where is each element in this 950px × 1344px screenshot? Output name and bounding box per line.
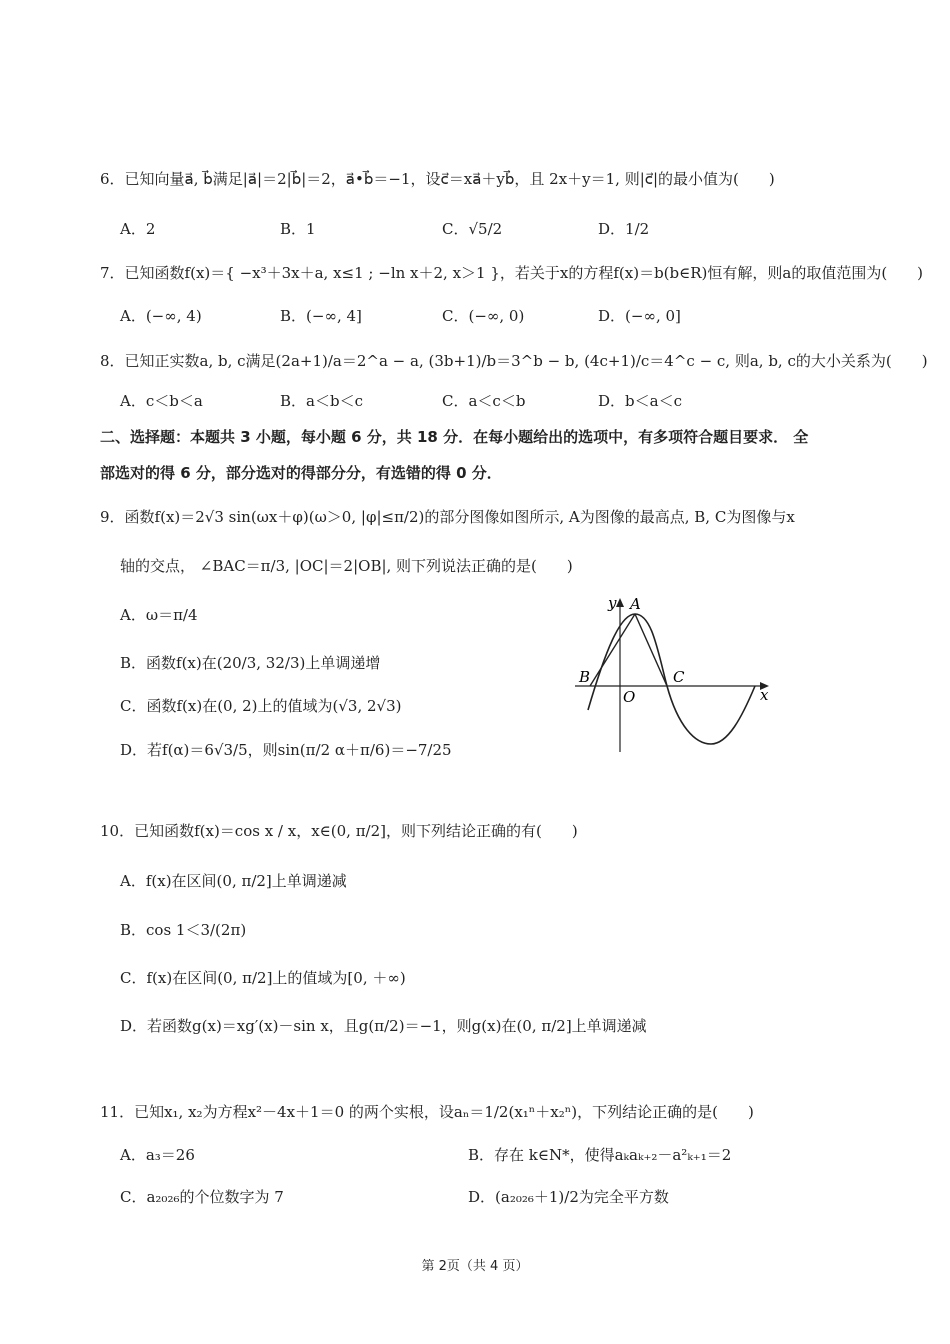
q11-option-c: C．a₂₀₂₆的个位数字为 7 xyxy=(120,1188,284,1206)
q7-option-a: A．(−∞, 4) xyxy=(120,307,202,325)
q11-option-b: B．存在 k∈N*，使得aₖaₖ₊₂－a²ₖ₊₁＝2 xyxy=(468,1146,732,1164)
q7-option-d: D．(−∞, 0] xyxy=(598,307,681,325)
q9-option-c: C．函数f(x)在(0, 2)上的值域为(√3, 2√3) xyxy=(120,697,402,715)
q8-option-b: B．a＜b＜c xyxy=(280,392,363,410)
q6-option-a: A．2 xyxy=(120,220,156,238)
q8-option-d: D．b＜a＜c xyxy=(598,392,682,410)
q6-option-c: C．√5/2 xyxy=(442,220,503,238)
q6-option-d: D．1/2 xyxy=(598,220,650,238)
page-footer: 第 2页（共 4 页） xyxy=(421,1259,529,1274)
question-9-line1: 9．函数f(x)＝2√3 sin(ωx＋φ)(ω＞0, |φ|≤π/2)的部分图像如图所示, A为图像的最高点, B, C为图像与x xyxy=(100,508,795,526)
question-11-stem: 11．已知x₁, x₂为方程x²－4x＋1＝0 的两个实根，设aₙ＝1/2(x₁ⁿ＋x₂ⁿ)，下列结论正确的是( ) xyxy=(100,1103,754,1121)
q11-option-a: A．a₃＝26 xyxy=(120,1146,195,1164)
q10-option-c: C．f(x)在区间(0, π/2]上的值域为[0, ＋∞) xyxy=(120,969,406,987)
q8-option-a: A．c＜b＜a xyxy=(120,392,203,410)
q9-function-graph xyxy=(570,592,780,757)
graph-label-o: O xyxy=(623,688,636,706)
q11-option-d: D．(a₂₀₂₆＋1)/2为完全平方数 xyxy=(468,1188,669,1206)
graph-label-a: A xyxy=(630,595,641,613)
question-6-stem: 6．已知向量a⃗, b⃗满足|a⃗|＝2|b⃗|＝2，a⃗•b⃗＝−1，设c⃗＝xa⃗＋yb⃗，且 2x＋y＝1, 则|c⃗|的最小值为( ) xyxy=(100,170,775,188)
q9-option-d: D．若f(α)＝6√3/5，则sin(π/2 α＋π/6)＝−7/25 xyxy=(120,741,452,759)
q9-option-a: A．ω＝π/4 xyxy=(120,606,198,624)
graph-label-y: y xyxy=(608,594,617,612)
question-8-stem: 8．已知正实数a, b, c满足(2a+1)/a＝2^a − a, (3b+1)/b＝3^b − b, (4c+1)/c＝4^c − c, 则a, b, c的大小关系为( ) xyxy=(100,352,928,370)
question-10-stem: 10．已知函数f(x)＝cos x / x，x∈(0, π/2]，则下列结论正确的有( ) xyxy=(100,822,578,840)
q10-option-d: D．若函数g(x)＝xg′(x)－sin x，且g(π/2)＝−1，则g(x)在(0, π/2]上单调递减 xyxy=(120,1017,647,1035)
section-2-heading-line1: 二、选择题：本题共 3 小题，每小题 6 分，共 18 分．在每小题给出的选项中，有多项符合题目要求． 全 xyxy=(100,428,809,446)
q6-option-b: B．1 xyxy=(280,220,316,238)
q10-option-a: A．f(x)在区间(0, π/2]上单调递减 xyxy=(120,872,347,890)
question-9-line2: 轴的交点， ∠BAC＝π/3, |OC|＝2|OB|, 则下列说法正确的是( ) xyxy=(120,557,573,575)
q7-option-b: B．(−∞, 4] xyxy=(280,307,362,325)
graph-label-c: C xyxy=(673,668,685,686)
q9-option-b: B．函数f(x)在(20/3, 32/3)上单调递增 xyxy=(120,654,381,672)
graph-label-x: x xyxy=(760,686,769,704)
graph-label-b: B xyxy=(579,668,591,686)
q7-option-c: C．(−∞, 0) xyxy=(442,307,525,325)
section-2-heading-line2: 部选对的得 6 分，部分选对的得部分分，有选错的得 0 分． xyxy=(100,464,502,482)
question-7-stem: 7．已知函数f(x)＝{ −x³＋3x＋a, x≤1 ; −ln x＋2, x＞1 }，若关于x的方程f(x)＝b(b∈R)恒有解，则a的取值范围为( ) xyxy=(100,264,924,282)
q8-option-c: C．a＜c＜b xyxy=(442,392,526,410)
q10-option-b: B．cos 1＜3/(2π) xyxy=(120,921,247,939)
